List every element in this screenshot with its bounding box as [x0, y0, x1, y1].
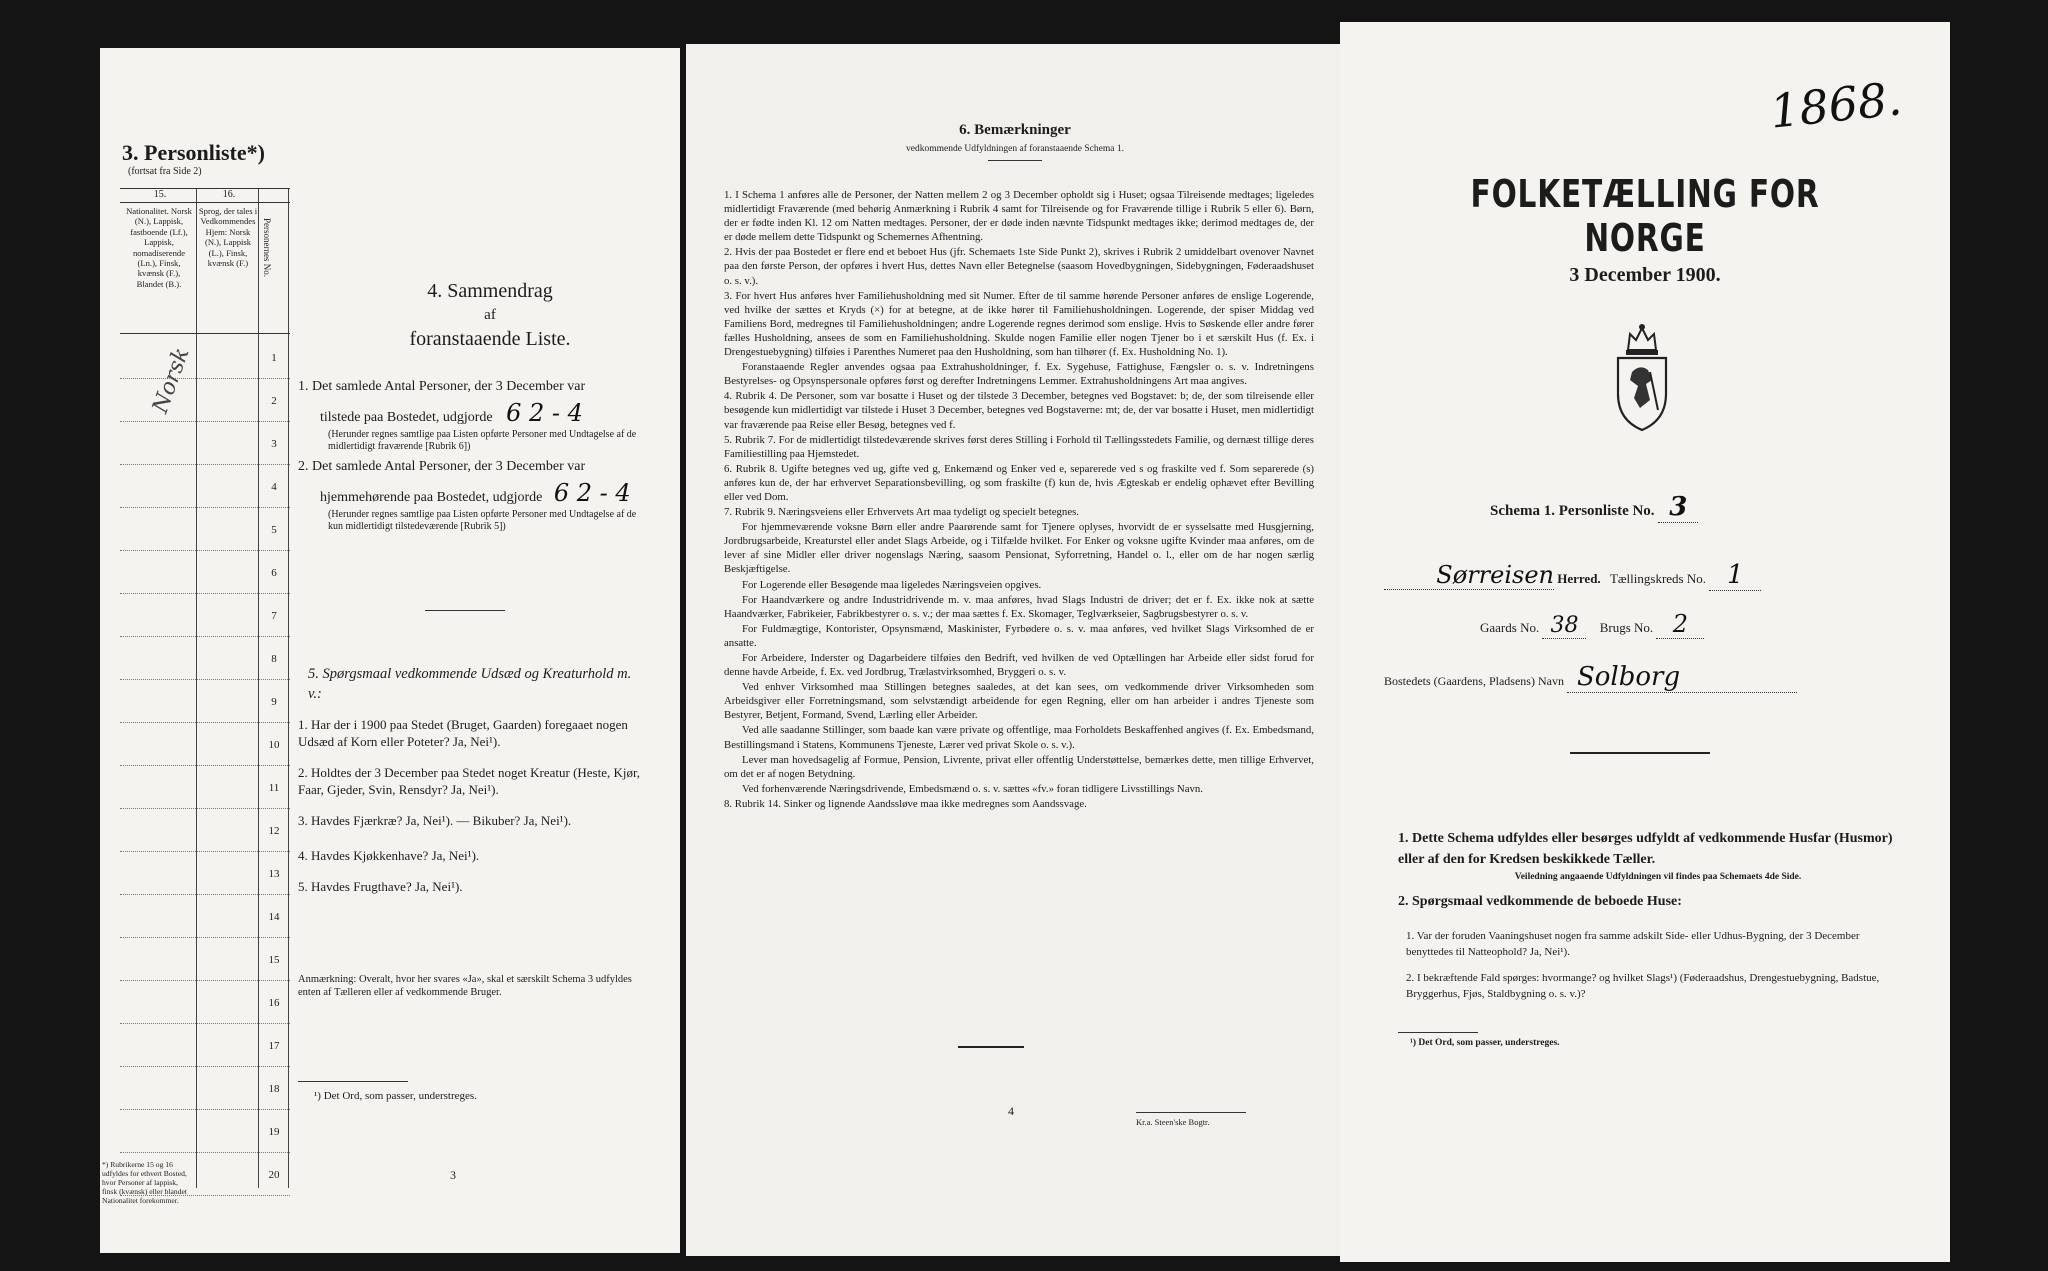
herred-value: Sørreisen — [1436, 561, 1554, 589]
remarks-list — [724, 188, 1314, 812]
remarks-heading: 6. Bemærkninger — [959, 122, 1071, 138]
printer-note: Kr.a. Steen'ske Bogtr. — [1136, 1117, 1210, 1127]
page-right — [1340, 22, 1950, 1262]
column-16-number: 16. — [222, 189, 236, 200]
summary-item-2-note: (Herunder regnes samtlige paa Listen opførte Personer med Undtagelse af de kun midlertidigt tilstedeværende [Rubrik 5]) — [328, 509, 637, 532]
handwritten-nationality: Norsk — [148, 344, 195, 417]
page-number-4: 4 — [1008, 1104, 1014, 1118]
bosted-label: Bostedets (Gaardens, Pladsens) Navn — [1384, 674, 1564, 688]
row-number: 18 — [268, 1083, 280, 1095]
footnote-star: *) Rubrikerne 15 og 16 udfyldes for ethvert Bosted, hvor Personer af lappisk, finsk (kvænsk) eller blandet Nationalitet forekommer. — [102, 1160, 187, 1205]
summary-item-1 — [298, 378, 668, 453]
summary-heading — [340, 280, 640, 351]
question-3: 3. Havdes Fjærkræ? Ja, Nei¹). — Bikuber? Ja, Nei¹). — [298, 813, 572, 828]
row-divider — [120, 851, 290, 852]
row-number: 19 — [268, 1126, 280, 1138]
schema-line — [1490, 492, 1698, 523]
kreds-label: Tællingskreds No. — [1609, 571, 1706, 586]
remark-item: Ved forhenværende Næringsdrivende, Embedsmænd o. s. v. sættes «fv.» foran tidligere Livsstillings Navn. — [742, 782, 1203, 795]
summary-item-1-note: (Herunder regnes samtlige paa Listen opførte Personer med Undtagelse af de midlertidigt fraværende [Rubrik 6]) — [328, 429, 637, 452]
remark: Anmærkning: Overalt, hvor her svares «Ja», skal et særskilt Schema 3 udfyldes enten af Tælleren eller af vedkommende Bruger. — [298, 974, 632, 998]
footnote-right: ¹) Det Ord, som passer, understreges. — [1410, 1038, 1560, 1048]
census-title: FOLKETÆLLING FOR NORGE — [1470, 172, 1820, 260]
row-number: 7 — [271, 610, 277, 622]
questions — [298, 716, 658, 895]
row-divider — [120, 808, 290, 809]
remark-item: 2. Hvis der paa Bostedet er flere end et beboet Hus (jfr. Schemaets 1ste Side Punkt 2), skrives i Rubrik 2 umiddelbart ovenover Navnet paa den første Person, der opføres i hvert Hus, dettes Navn eller Betegnelse (saasom Hovedbygningen, Sidebygningen, Føderaadshuset o. s. v.). — [724, 246, 1314, 287]
summary-heading-line-2: af — [484, 307, 496, 323]
remark-item: 5. Rubrik 7. For de midlertidigt tilstedeværende skrives først deres Stilling i Forhold til Tællingsstedets Familie, og dernæst tillige deres Familiestilling paa Hjemstedet. — [724, 433, 1314, 460]
summary-heading-line-1: 4. Sammendrag — [427, 280, 553, 302]
row-divider — [120, 1023, 290, 1024]
summary-item-2-line-a: 2. Det samlede Antal Personer, der 3 December var — [298, 459, 586, 474]
brugs-label: Brugs No. — [1599, 620, 1654, 635]
remark-item: Ved alle saadanne Stillinger, som baade kan være private og offentlige, maa Forholdets Beskaffenhed angives (f. Ex. Embedsmand, Bestillingsmand i Statens, Kommunens Tjeneste, Lærer ved privat Skole o. s. v.). — [724, 724, 1314, 751]
row-number: 1 — [271, 352, 277, 364]
row-number: 17 — [268, 1040, 280, 1052]
remarks-subheading: vedkommende Udfyldningen af foranstaaende Schema 1. — [906, 144, 1124, 154]
row-divider — [120, 765, 290, 766]
remark-item: For Fuldmægtige, Kontorister, Opsynsmænd, Maskinister, Fyrbødere o. s. v. maa anføres, ved hvilket Slags Virksomhed de er ansatte. — [724, 622, 1314, 649]
schema-label: Schema 1. Personliste No. — [1490, 503, 1655, 519]
remark-item: 1. I Schema 1 anføres alle de Personer, der Natten mellem 2 og 3 December opholdt sig i Huset; ogsaa Tilreisende medtages; ligeledes midlertidigt Fraværende (med behørig Anmærkning i Rubrik 4 samt for Tilreisende og for Fraværende tillige i Rubrik 5 eller 6). Børn, der er fødte inden Kl. 12 om Natten medtages. Personer, der er døde inden nævnte Tidspunkt medtages ikke; derimod medtages de, der er døde mellem dette Tidspunkt og Schemernes Afhentning. — [724, 189, 1314, 244]
remark-item: Foranstaaende Regler anvendes ogsaa paa Extrahusholdninger, f. Ex. Sygehuse, Fattighuse, Fængsler o. s. v. Indretningens Bestyrelses- og Opsynspersonale opføres først og derefter Indretningens Lemmer. Extrahusholdningens Art maa angives. — [724, 361, 1314, 388]
row-divider — [120, 421, 290, 422]
summary-item-1-line-a: 1. Det samlede Antal Personer, der 3 December var — [298, 379, 586, 394]
remark-item: 8. Rubrik 14. Sinker og lignende Aandssløve maa ikke medregnes som Aandssvage. — [724, 797, 1087, 810]
remark-item: 3. For hvert Hus anføres hver Familiehusholdning med sit Numer. Efter de til samme hørende Personer anføres de enslige Logerende, ved hvilke der sættes et Kryds (×) for at betegne, at de ikke hører til Familiehusholdningen. Logerende, der spiser Middag ved Familiens Bord, medregnes til Familiehusholdningen; andre Logerende regnes derimod som enslige. Hvis to Søskende eller andre fører fælles Husholdning, ansees de som en Familiehusholdning. Skulde nogen Familie eller nogen Tjener bo i et særskilt Hus (f. Ex. i Drengestuebygning) tilføies i Parenthes Numeret paa den Husholdning, som han tilhører (f. Ex. Husholdning No. 1). — [724, 289, 1314, 359]
instruction-2-2: 2. I bekræftende Fald spørges: hvormange? og hvilket Slags¹) (Føderaadshus, Drengestuebygning, Badstue, Bryggerhus, Fjøs, Staldbygning o. s. v.)? — [1406, 972, 1880, 1000]
row-number: 8 — [271, 653, 277, 665]
bosted-line — [1384, 662, 1924, 693]
row-divider — [120, 1066, 290, 1067]
remark-item: 6. Rubrik 8. Ugifte betegnes ved ug, gifte ved g, Enkemænd og Enker ved e, separerede ved s og fraskilte ved f. Som separerede (s) anføres kun de, der har erhvervet Separationsbevilling, og som fraskilte (f) kun de, hvis Ægteskab er endelig ophævet efter Bevilling eller ved Dom. — [724, 462, 1314, 503]
list-title: 3. Personliste*) — [122, 140, 265, 165]
remark-item: For Logerende eller Besøgende maa ligeledes Næringsveien opgives. — [742, 578, 1042, 591]
row-number: 4 — [271, 481, 277, 493]
row-divider — [120, 593, 290, 594]
brugs-value: 2 — [1656, 610, 1704, 639]
row-number: 6 — [271, 567, 277, 579]
row-divider — [120, 1109, 290, 1110]
remark-item: For hjemmeværende voksne Børn eller andre Paarørende samt for Tjenere oplyses, hvorvidt de er sysselsatte med Husgjerning, Jordbrugsarbeide, Kreaturstel eller andet Slags Arbeide, og i Tilfælde hvilket. For Enker og voksne ugifte Kvinder maa anføres, om de lever af sine Midler eller driver nogenslags Næring, saasom Pensionat, Syforretning, Handel o. l., eller om de har nogen særlig Beskjæftigelse. — [724, 521, 1314, 576]
row-divider — [120, 937, 290, 938]
question-2: 2. Holdtes der 3 December paa Stedet noget Kreatur (Heste, Kjør, Faar, Gjeder, Svin, Rensdyr? Ja, Nei¹). — [298, 765, 641, 797]
question-5: 5. Havdes Frugthave? Ja, Nei¹). — [298, 879, 463, 894]
row-divider — [120, 980, 290, 981]
row-number: 16 — [268, 997, 280, 1009]
column-15-header: Nationalitet. Norsk (N.), Lappisk, fastboende (Lf.), Lappisk, nomadiserende (Ln.), Finsk, kvænsk (F.), Blandet (B.). — [126, 206, 192, 289]
summary-item-1-value: 6 2 - 4 — [506, 399, 583, 427]
column-15-number: 15. — [153, 189, 167, 200]
row-number: 14 — [268, 911, 280, 923]
summary-item-2-line-b: hjemmehørende paa Bostedet, udgjorde — [320, 490, 543, 505]
row-divider — [120, 636, 290, 637]
remark-item: 4. Rubrik 4. De Personer, som var bosatte i Huset og der tilstede 3 December, betegnes ved Bogstavet: b; de, der som tilreisende eller besøgende kun midlertidigt var tilstede i Huset 3 December, betegnes ved Bogstaverne: mt; de, der var bosatte i Huset, men midlertidigt var fraværende paa Reise eller Besøg, betegnes ved f. — [724, 390, 1314, 431]
kreds-value: 1 — [1709, 560, 1761, 591]
footnote: ¹) Det Ord, som passer, understreges. — [314, 1090, 477, 1102]
instruction-2: 2. Spørgsmaal vedkommende de beboede Huse: — [1398, 894, 1682, 909]
row-divider — [120, 679, 290, 680]
row-divider — [120, 464, 290, 465]
instruction-1: 1. Dette Schema udfyldes eller besørges udfyldt af vedkommende Husfar (Husmor) eller af den for Kredsen beskikkede Tæller. — [1398, 831, 1893, 867]
row-number: 15 — [268, 954, 280, 966]
row-number: 11 — [268, 782, 280, 794]
summary-item-1-line-b: tilstede paa Bostedet, udgjorde — [320, 410, 493, 425]
instruction-2-1: 1. Var der foruden Vaaningshuset nogen fra samme adskilt Side- eller Udhus-Bygning, der 3 December benyttedes til Natteophold? Ja, Nei¹). — [1406, 930, 1860, 958]
question-4: 4. Havdes Kjøkkenhave? Ja, Nei¹). — [298, 848, 480, 863]
row-divider — [120, 1152, 290, 1153]
row-number: 9 — [271, 696, 277, 708]
remark-item: For Haandværkere og andre Industridrivende m. v. maa anføres, hvad Slags Industri de driver; det er f. Ex. ikke nok at sætte Haandværker, Fabrikeier, Fabrikbestyrer o. s. v.; der maa sættes f. Ex. Skomager, Teglværkseier, Sagbrugsbestyrer o. s. v. — [724, 593, 1314, 620]
remark-item: 7. Rubrik 9. Næringsveiens eller Erhvervets Art maa tydeligt og specielt betegnes. — [724, 506, 1080, 519]
row-number: 20 — [268, 1169, 280, 1181]
handwritten-year: 1868. — [1767, 71, 1905, 139]
row-number: 5 — [271, 524, 277, 536]
section-5-heading: 5. Spørgsmaal vedkommende Udsæd og Kreaturhold m. v.: — [308, 666, 632, 702]
remark-item: Lever man hovedsagelig af Formue, Pension, Livrente, privat eller offentlig Understøttelse, bemærkes dette, men tillige Erhvervet, om det er af nogen Betydning. — [724, 753, 1314, 780]
row-divider — [120, 507, 290, 508]
page-number-3: 3 — [450, 1168, 456, 1182]
question-1: 1. Har der i 1900 paa Stedet (Bruget, Gaarden) foregaaet nogen Udsæd af Korn eller Poteter? Ja, Nei¹). — [298, 717, 628, 749]
gaards-line — [1480, 610, 1704, 639]
census-date: 3 December 1900. — [1569, 264, 1721, 286]
page-middle — [686, 44, 1344, 1256]
column-16-header: Sprog, der tales i Vedkommendes Hjem: Norsk (N.), Lappisk (L.), Finsk, kvænsk (F.) — [198, 206, 258, 269]
gaards-label: Gaards No. — [1480, 620, 1540, 635]
column-person-number-header: Personernes No. — [262, 218, 272, 277]
row-divider — [120, 550, 290, 551]
herred-line — [1384, 560, 1924, 591]
row-number: 12 — [268, 825, 280, 837]
remark-item: Ved enhver Virksomhed maa Stillingen betegnes saaledes, at det kan sees, om vedkommende driver Virksomheden som Arbeidsgiver eller Forretningsmand, som selvstændigt arbeidende for egen Regning, eller om han arbeider i andres Tjeneste som Bestyrer, Betjent, Formand, Svend, Lærling eller Arbeider. — [724, 681, 1314, 722]
coat-of-arms-icon — [1610, 322, 1674, 434]
row-number: 3 — [271, 438, 277, 450]
gaards-value: 38 — [1542, 613, 1586, 639]
row-divider — [120, 722, 290, 723]
row-number: 2 — [271, 395, 277, 407]
herred-label: Herred. — [1557, 571, 1601, 586]
bosted-value: Solborg — [1576, 662, 1681, 692]
row-number: 13 — [268, 868, 280, 880]
row-divider — [120, 894, 290, 895]
instruction-1-note: Veiledning angaaende Udfyldningen vil findes paa Schemaets 4de Side. — [1514, 872, 1802, 882]
summary-item-2 — [298, 458, 668, 533]
summary-item-2-value: 6 2 - 4 — [553, 479, 631, 507]
row-number: 10 — [268, 739, 280, 751]
summary-heading-line-3: foranstaaende Liste. — [409, 328, 571, 350]
row-divider — [120, 378, 290, 379]
remark-item: For Arbeidere, Inderster og Dagarbeidere tilføies den Bedrift, ved hvilken de ved Optællingen har Arbeide eller sidst forud for denne havde Arbeide, f. Ex. ved Jordbrug, Trælastvirksomhed, Bryggeri o. s. v. — [724, 652, 1314, 679]
list-subtitle: (fortsat fra Side 2) — [128, 166, 202, 177]
schema-value: 3 — [1658, 492, 1698, 523]
page-left — [100, 48, 680, 1253]
